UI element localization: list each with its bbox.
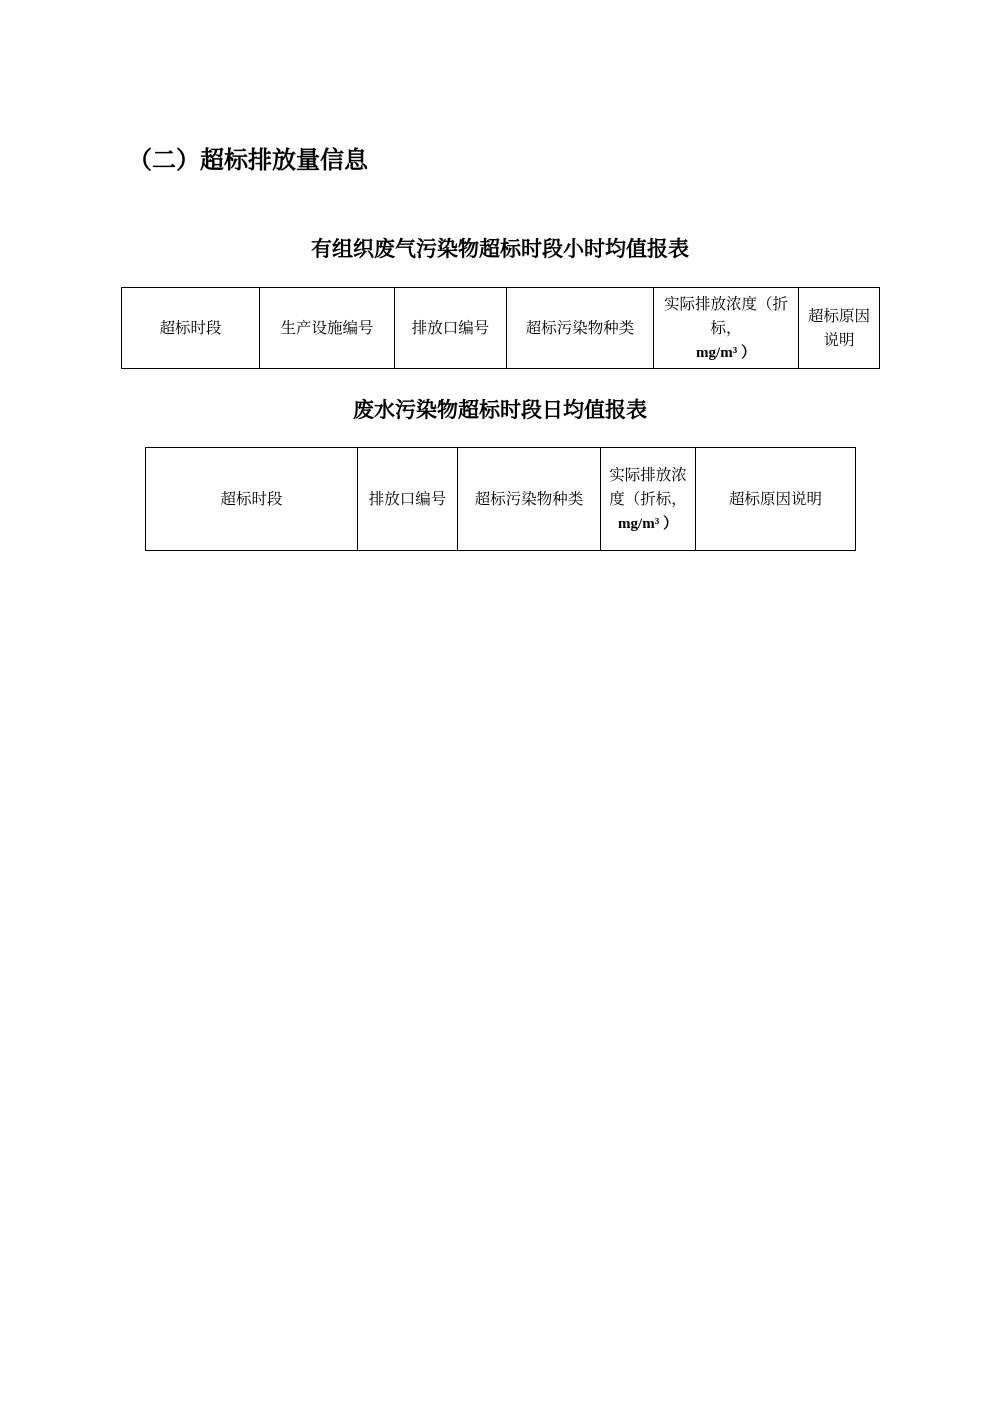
header-cell-concentration [601, 448, 696, 551]
table-header-row [146, 448, 856, 551]
header-cell-pollutant-type: 超标污染物种类 [507, 288, 654, 369]
header-cell-reason: 超标原因说明 [696, 448, 856, 551]
concentration-unit: mg/m³ ） [618, 515, 678, 532]
daily-wastewater-table [145, 447, 856, 551]
header-cell-outlet-id: 排放口编号 [358, 448, 458, 551]
header-cell-facility-id: 生产设施编号 [260, 288, 395, 369]
header-cell-reason: 超标原因说明 [799, 288, 880, 369]
header-cell-concentration-label: 实际排放浓度（折标， [609, 465, 687, 508]
table-title-hourly-exhaust-gas: 有组织废气污染物超标时段小时均值报表 [311, 237, 689, 261]
concentration-unit: mg/m³ ） [696, 344, 756, 361]
header-cell-pollutant-type: 超标污染物种类 [458, 448, 601, 551]
table-title-daily-wastewater: 废水污染物超标时段日均值报表 [353, 398, 647, 422]
header-cell-outlet-id: 排放口编号 [395, 288, 507, 369]
header-cell-concentration [654, 288, 799, 369]
header-cell-concentration-label: 实际排放浓度（折标， [663, 294, 788, 337]
table-header-row [122, 288, 880, 369]
section-heading: （二）超标排放量信息 [128, 146, 368, 174]
header-cell-period: 超标时段 [122, 288, 260, 369]
header-cell-period: 超标时段 [146, 448, 358, 551]
hourly-exhaust-gas-table [121, 287, 880, 369]
